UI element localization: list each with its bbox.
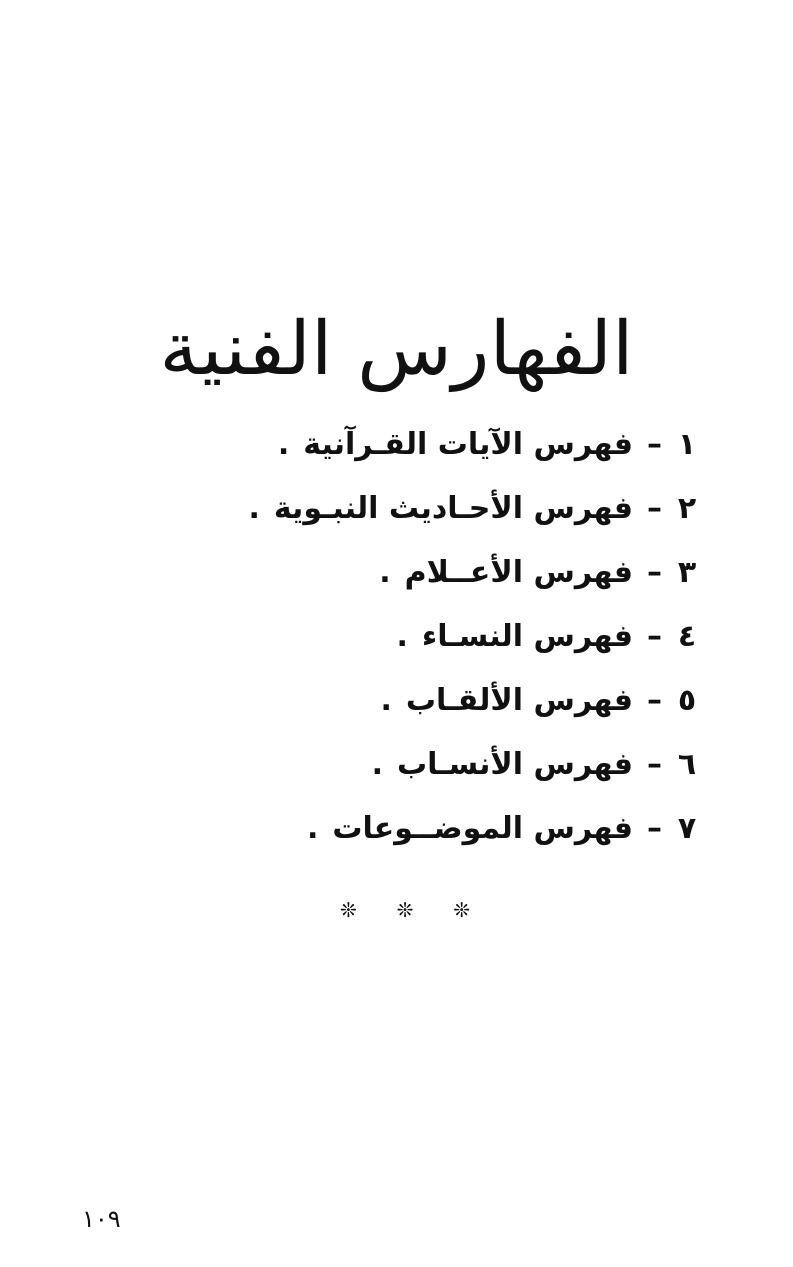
star-ornament-icon: ❊ <box>396 898 414 922</box>
index-item-4 <box>198 604 698 668</box>
index-separator: – <box>647 810 662 846</box>
index-label: فهرس الموضــوعات <box>332 810 633 846</box>
index-separator: – <box>647 426 662 462</box>
index-separator: – <box>647 682 662 718</box>
index-number: ٢ <box>677 490 697 526</box>
index-item-1 <box>198 412 698 476</box>
page-title: الفهارس الفنية <box>159 305 634 392</box>
index-number: ٥ <box>677 682 697 718</box>
index-label: فهرس الألقـاب <box>405 682 633 718</box>
index-separator: – <box>647 618 662 654</box>
index-terminator: . <box>380 682 392 718</box>
index-list <box>198 412 698 860</box>
index-label: فهرس الأعــلام <box>404 554 633 590</box>
index-label: فهرس الآيات القـرآنية <box>303 426 633 462</box>
index-separator: – <box>647 554 662 590</box>
index-label: فهرس الأحـاديث النبـوية <box>273 490 633 526</box>
index-item-5 <box>198 668 698 732</box>
index-item-7 <box>198 796 698 860</box>
index-number: ٤ <box>677 618 697 654</box>
index-item-2 <box>198 476 698 540</box>
index-label: فهرس النسـاء <box>421 618 633 654</box>
index-label: فهرس الأنسـاب <box>396 746 633 782</box>
page-number: ١٠٩ <box>82 1205 121 1233</box>
index-number: ١ <box>677 426 697 462</box>
index-terminator: . <box>396 618 408 654</box>
index-item-6 <box>198 732 698 796</box>
index-item-3 <box>198 540 698 604</box>
index-terminator: . <box>277 426 290 462</box>
index-terminator: . <box>379 554 391 590</box>
index-number: ٣ <box>677 554 697 590</box>
star-ornament-icon: ❊ <box>453 898 470 922</box>
index-separator: – <box>647 746 662 782</box>
index-terminator: . <box>248 490 260 526</box>
index-number: ٧ <box>677 810 697 846</box>
index-separator: – <box>647 490 662 526</box>
index-terminator: . <box>371 746 383 782</box>
star-ornament-icon: ❊ <box>340 898 357 922</box>
index-terminator: . <box>306 810 319 846</box>
index-number: ٦ <box>677 746 697 782</box>
section-ornament <box>340 898 470 922</box>
